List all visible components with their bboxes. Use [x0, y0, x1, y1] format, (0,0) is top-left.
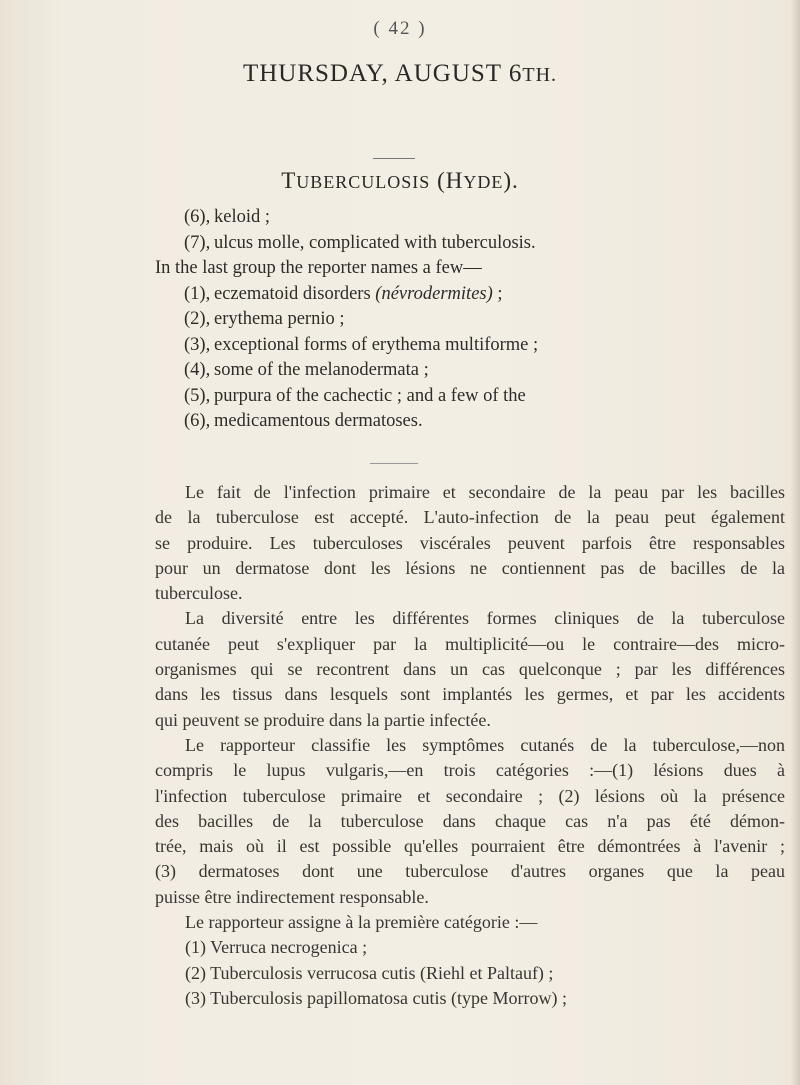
title-text: THURSDAY, AUGUST 6	[242, 60, 523, 87]
list-item-text-main: purpura of the cachectic ; and a few of the	[214, 385, 526, 406]
text-line: se produire. Les tuberculoses viscérales peuvent parfois être responsables	[155, 532, 785, 553]
list-item-text	[214, 307, 344, 333]
section-divider	[370, 463, 418, 464]
list-item-text	[214, 231, 536, 257]
list-item-text: In the last group the reporter names a few—	[155, 258, 482, 278]
list-item-number: (7),	[184, 232, 211, 253]
list-item-number: (5),	[184, 385, 211, 406]
list-item-text	[214, 205, 270, 231]
list-item	[0, 282, 800, 308]
text-line: (3) Tuberculosis papillomatosa cutis (type Morrow) ;	[185, 987, 567, 1008]
list-item-number: (3),	[184, 334, 211, 355]
divider-rule	[373, 158, 415, 159]
text-line: trée, mais où il est possible qu'elles pourraient être démontrées à l'avenir ;	[155, 836, 785, 857]
section-heading-paren-close: ).	[503, 168, 519, 193]
section-heading-paren-open: (H	[430, 168, 464, 193]
text-line: qui peuvent se produire dans la partie infectée.	[155, 709, 491, 730]
page-title	[0, 60, 800, 88]
text-line: des bacilles de la tuberculose dans chaque cas n'a pas été démon-	[155, 810, 785, 831]
list-item	[0, 231, 800, 257]
list-item	[0, 205, 800, 231]
french-body-text	[155, 480, 785, 1011]
list-item-text	[214, 282, 503, 308]
text-line: pour un dermatose dont les lésions ne contiennent pas de bacilles de la	[155, 557, 785, 578]
text-line: l'infection tuberculose primaire et secondaire ; (2) lésions où la présence	[155, 785, 785, 806]
list-item-number: (6),	[184, 411, 211, 431]
list-item	[0, 358, 800, 384]
text-line: dans les tissus dans lesquels sont implantés les germes, et par les accidents	[155, 684, 785, 705]
text-line: La diversité entre les différentes formes cliniques de la tuberculose	[185, 608, 785, 629]
text-line: organismes qui se recontrent dans un cas quelconque ; par les différences	[155, 659, 785, 680]
section-heading-initial: T	[281, 168, 297, 193]
list-item-text-main: erythema pernio ;	[214, 309, 345, 329]
list-item-text	[214, 409, 423, 435]
list-item	[0, 307, 800, 333]
list-item-italic: (névrodermites)	[375, 283, 493, 304]
text-line: (2) Tuberculosis verrucosa cutis (Riehl et Paltauf) ;	[185, 962, 554, 983]
section-heading-author: YDE	[463, 172, 504, 192]
text-line: (3) dermatoses dont une tuberculose d'autres organes que la peau	[155, 861, 785, 882]
list-item-text-main: keloid ;	[214, 207, 271, 227]
list-item-text-main: ulcus molle, complicated with tuberculosis.	[214, 232, 536, 253]
list-item-number: (1),	[184, 283, 211, 304]
list-item-text	[214, 358, 429, 384]
list-item-text	[214, 333, 538, 359]
list-item-text-after: ;	[492, 283, 503, 304]
list-item-text-main: medicamentous dermatoses.	[214, 411, 423, 431]
title-suffix: TH.	[522, 64, 558, 86]
text-line: Le rapporteur assigne à la première catégorie :—	[185, 912, 538, 933]
list-item	[0, 384, 800, 410]
section-heading	[0, 168, 800, 194]
text-line: de la tuberculose est accepté. L'auto-infection de la peau peut également	[155, 507, 785, 528]
list-item-text-main: exceptional forms of erythema multiforme ;	[214, 334, 539, 355]
text-line: puisse être indirectement responsable.	[155, 886, 429, 907]
page-number: ( 42 )	[373, 18, 427, 39]
text-line: (1) Verruca necrogenica ;	[185, 937, 368, 958]
list-item-number: (4),	[184, 360, 211, 380]
section-heading-smallcaps: UBERCULOSIS	[296, 172, 431, 192]
text-line: Le rapporteur classifie les symptômes cutanés de la tuberculose,—non	[185, 734, 785, 755]
text-line: tuberculose.	[155, 583, 243, 604]
list-item	[0, 333, 800, 359]
list-item-number: (2),	[184, 309, 211, 329]
list-item-number: (6),	[184, 207, 211, 227]
list-item-text-main: some of the melanodermata ;	[214, 360, 429, 380]
text-line: cutanée peut s'expliquer par la multiplicité—ou le contraire—des micro-	[155, 633, 785, 654]
list-item-text	[214, 384, 526, 410]
text-line: Le fait de l'infection primaire et secondaire de la peau par les bacilles	[185, 482, 785, 502]
text-line: compris le lupus vulgaris,—en trois catégories :—(1) lésions dues à	[155, 760, 785, 781]
english-list	[0, 205, 800, 435]
list-item	[0, 256, 800, 282]
list-item-text-main: eczematoid disorders	[214, 283, 376, 304]
page-edge-shadow	[790, 0, 800, 1085]
list-item	[0, 409, 800, 435]
